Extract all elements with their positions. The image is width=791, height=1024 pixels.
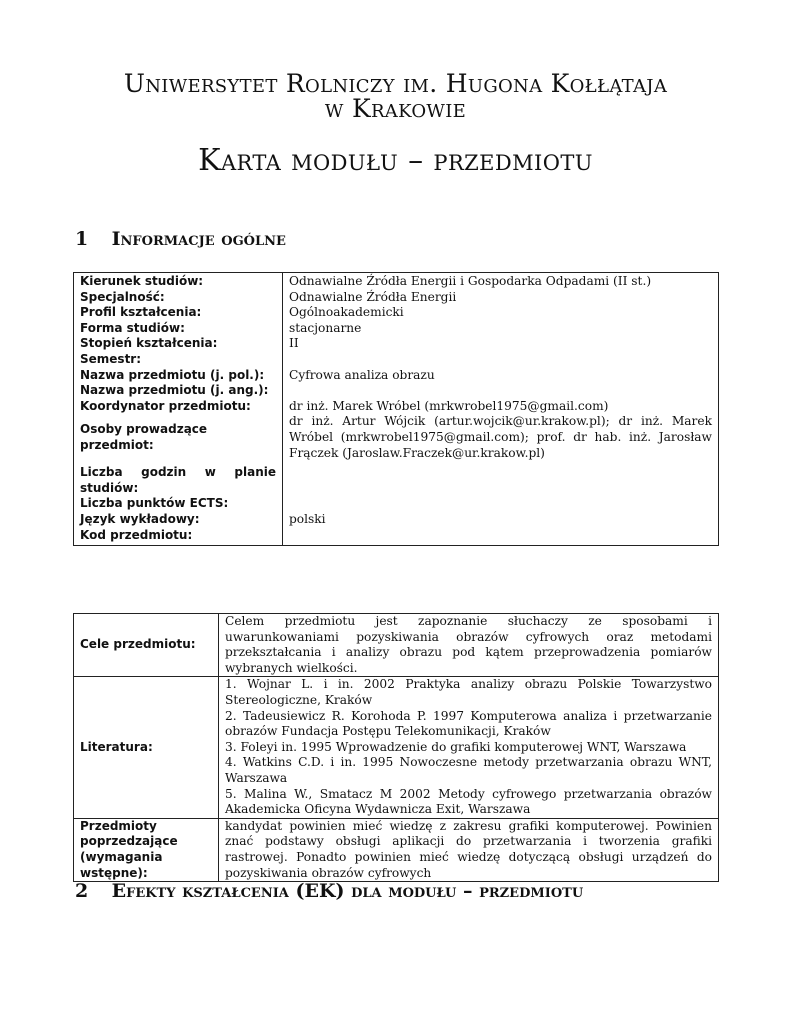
info-label: Kod przedmiotu: — [74, 528, 283, 546]
table-row — [74, 677, 719, 818]
section-2-title: Efekty kształcenia (EK) dla modułu – przedmiotu — [111, 880, 584, 902]
table-row — [74, 273, 719, 290]
info-value: Odnawialne Źródła Energii i Gospodarka Odpadami (II st.) — [283, 273, 719, 290]
info-value — [283, 496, 719, 512]
section-1-number: 1 — [75, 228, 89, 250]
table-row — [74, 352, 719, 368]
info-label: Forma studiów: — [74, 321, 283, 337]
table-row — [74, 528, 719, 546]
info-label: Osoby prowadzące przedmiot: — [74, 414, 283, 461]
section-2-heading — [75, 880, 583, 902]
info-value: Odnawialne Źródła Energii — [283, 290, 719, 306]
prereq-label: Przedmioty poprzedzające (wymagania wstępne): — [74, 818, 219, 881]
prereq-text: kandydat powinien mieć wiedzę z zakresu grafiki komputerowej. Powinien znać podstawy obsługi aplikacji do przetwarzania i tworzenia grafiki rastrowej. Ponadto powinien mieć wiedzę dotyczącą obsługi urządzeń do pozyskiwania obrazów cyfrowych — [219, 818, 719, 881]
table-row — [74, 414, 719, 461]
info-value: Ogólnoakademicki — [283, 305, 719, 321]
university-name-line1: Uniwersytet Rolniczy im. Hugona Kołłątaja — [123, 69, 668, 98]
table-row — [74, 383, 719, 399]
table-row — [74, 496, 719, 512]
literature-item: 2. Tadeusiewicz R. Korohoda P. 1997 Komputerowa analiza i przetwarzanie obrazów Fundacja Postępu Telekomunikacji, Kraków — [225, 708, 712, 739]
info-value: Cyfrowa analiza obrazu — [283, 368, 719, 384]
goals-text: Celem przedmiotu jest zapoznanie słuchaczy ze sposobami i uwarunkowaniami pozyskiwania obrazów cyfrowych oraz metodami przekształcania i analizy obrazu pod kątem przeprowadzenia pomiarów wybranych wielkości. — [219, 614, 719, 677]
info-value: stacjonarne — [283, 321, 719, 337]
info-label: Semestr: — [74, 352, 283, 368]
info-value: II — [283, 336, 719, 352]
info-value — [283, 461, 719, 496]
table-row — [74, 512, 719, 528]
table-row — [74, 818, 719, 881]
info-label: Nazwa przedmiotu (j. ang.): — [74, 383, 283, 399]
section-1-title: Informacje ogólne — [111, 228, 286, 250]
general-info-table — [73, 272, 719, 546]
literature-item: 3. Foleyi in. 1995 Wprowadzenie do grafiki komputerowej WNT, Warszawa — [225, 739, 687, 754]
literature-item: 5. Malina W., Smatacz M 2002 Metody cyfrowego przetwarzania obrazów Akademicka Oficyna Wydawnicza Exit, Warszawa — [225, 786, 712, 817]
info-label: Nazwa przedmiotu (j. pol.): — [74, 368, 283, 384]
info-label: Stopień kształcenia: — [74, 336, 283, 352]
info-label: Liczba godzin w planie studiów: — [74, 461, 283, 496]
table-row — [74, 305, 719, 321]
table-row — [74, 290, 719, 306]
table-row — [74, 614, 719, 677]
info-label: Profil kształcenia: — [74, 305, 283, 321]
info-value — [283, 383, 719, 399]
info-label: Liczba punktów ECTS: — [74, 496, 283, 512]
info-value — [283, 352, 719, 368]
module-details-table — [73, 613, 719, 882]
info-label: Kierunek studiów: — [74, 273, 283, 290]
university-name-line2: w Krakowie — [324, 94, 467, 123]
info-value — [283, 528, 719, 546]
info-value: dr inż. Marek Wróbel (mrkwrobel1975@gmail.com) — [283, 399, 719, 415]
table-row — [74, 368, 719, 384]
table-row — [74, 461, 719, 496]
info-value: dr inż. Artur Wójcik (artur.wojcik@ur.krakow.pl); dr inż. Marek Wróbel (mrkwrobel1975@gmail.com); prof. dr hab. inż. Jarosław Frączek (Jaroslaw.Fraczek@ur.krakow.pl) — [283, 414, 719, 461]
goals-label: Cele przedmiotu: — [74, 614, 219, 677]
table-row — [74, 321, 719, 337]
literature-label: Literatura: — [74, 677, 219, 818]
section-1-heading — [75, 228, 286, 250]
info-value: polski — [283, 512, 719, 528]
info-label: Język wykładowy: — [74, 512, 283, 528]
page-title: Karta modułu – przedmiotu — [198, 143, 593, 178]
table-row — [74, 336, 719, 352]
section-2-number: 2 — [75, 880, 89, 902]
info-label: Specjalność: — [74, 290, 283, 306]
info-label: Koordynator przedmiotu: — [74, 399, 283, 415]
literature-item: 4. Watkins C.D. i in. 1995 Nowoczesne metody przetwarzania obrazu WNT, Warszawa — [225, 755, 712, 785]
literature-item: 1. Wojnar L. i in. 2002 Praktyka analizy obrazu Polskie Towarzystwo Stereologiczne, Kraków — [225, 677, 712, 707]
table-row — [74, 399, 719, 415]
literature-list — [219, 677, 719, 818]
